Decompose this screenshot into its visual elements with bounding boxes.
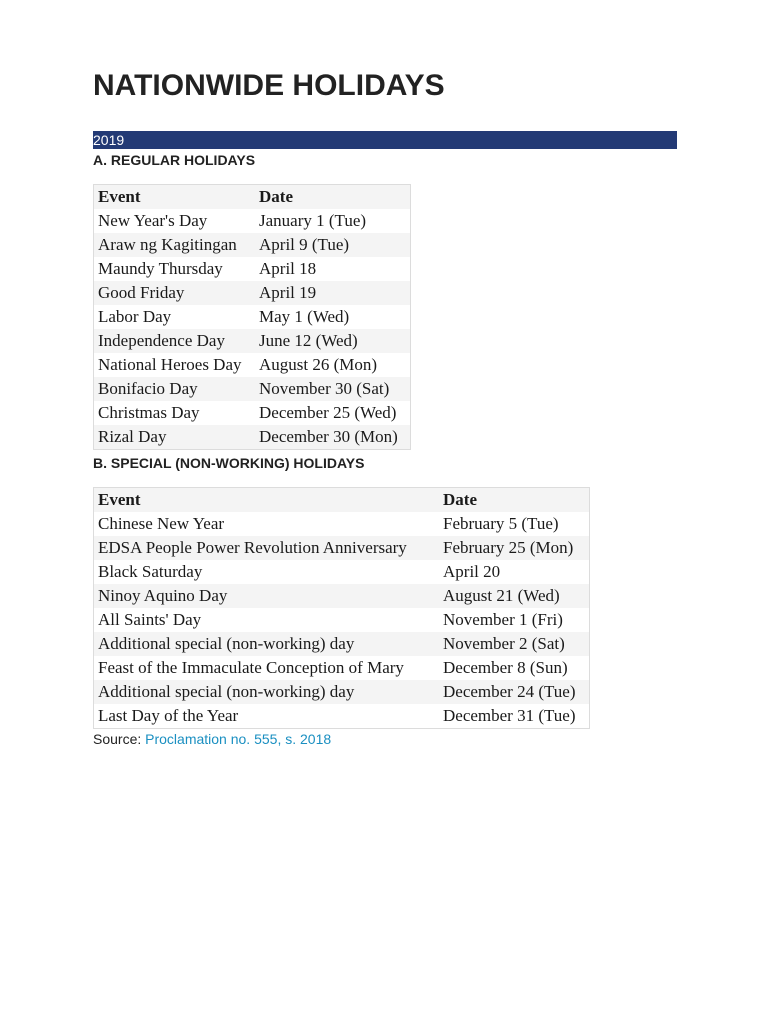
table-row bbox=[94, 329, 411, 353]
date-cell: June 12 (Wed) bbox=[259, 331, 358, 350]
date-cell: February 5 (Tue) bbox=[443, 514, 559, 533]
source-label: Source: bbox=[93, 731, 146, 747]
event-cell: Labor Day bbox=[98, 307, 172, 326]
event-cell: Araw ng Kagitingan bbox=[98, 235, 237, 254]
date-cell: February 25 (Mon) bbox=[443, 538, 574, 557]
date-cell: December 24 (Tue) bbox=[443, 682, 576, 701]
date-cell: December 8 (Sun) bbox=[443, 658, 568, 677]
event-cell: Last Day of the Year bbox=[98, 706, 239, 725]
date-cell: November 2 (Sat) bbox=[443, 634, 565, 653]
source-citation bbox=[93, 730, 331, 748]
event-cell: All Saints' Day bbox=[98, 610, 202, 629]
event-cell: Ninoy Aquino Day bbox=[98, 586, 228, 605]
event-cell: Additional special (non-working) day bbox=[98, 634, 355, 653]
table-row bbox=[94, 608, 590, 632]
column-header-event: Event bbox=[98, 490, 141, 509]
event-cell: New Year's Day bbox=[98, 211, 208, 230]
year-bar: 2019 bbox=[93, 131, 677, 149]
date-cell: April 19 bbox=[259, 283, 317, 302]
table-row bbox=[94, 584, 590, 608]
event-cell: National Heroes Day bbox=[98, 355, 242, 374]
date-cell: August 21 (Wed) bbox=[443, 586, 560, 605]
date-cell: August 26 (Mon) bbox=[259, 355, 378, 374]
date-cell: November 1 (Fri) bbox=[443, 610, 563, 629]
table-row bbox=[94, 560, 590, 584]
event-cell: Additional special (non-working) day bbox=[98, 682, 355, 701]
table-row bbox=[94, 680, 590, 704]
table-row bbox=[94, 632, 590, 656]
date-cell: December 31 (Tue) bbox=[443, 706, 576, 725]
table-header-row bbox=[94, 185, 411, 210]
event-cell: EDSA People Power Revolution Anniversary bbox=[98, 538, 407, 557]
regular-holidays-heading: A. REGULAR HOLIDAYS bbox=[93, 152, 256, 168]
special-holidays-table bbox=[93, 487, 590, 729]
table-row bbox=[94, 377, 411, 401]
event-cell: Independence Day bbox=[98, 331, 225, 350]
event-cell: Maundy Thursday bbox=[98, 259, 223, 278]
table-row bbox=[94, 425, 411, 450]
date-cell: December 25 (Wed) bbox=[259, 403, 397, 422]
date-cell: April 20 bbox=[443, 562, 501, 581]
table-row bbox=[94, 281, 411, 305]
event-cell: Feast of the Immaculate Conception of Mary bbox=[98, 658, 404, 677]
table-row bbox=[94, 401, 411, 425]
date-cell: November 30 (Sat) bbox=[259, 379, 390, 398]
regular-holidays-table bbox=[93, 184, 411, 450]
proclamation-link[interactable]: Proclamation no. 555, s. 2018 bbox=[145, 731, 332, 747]
table-row bbox=[94, 656, 590, 680]
page-title: NATIONWIDE HOLIDAYS bbox=[93, 69, 445, 102]
table-row bbox=[94, 704, 590, 729]
table-row bbox=[94, 257, 411, 281]
date-cell: January 1 (Tue) bbox=[259, 211, 367, 230]
event-cell: Chinese New Year bbox=[98, 514, 225, 533]
event-cell: Good Friday bbox=[98, 283, 185, 302]
date-cell: December 30 (Mon) bbox=[259, 427, 398, 446]
date-cell: May 1 (Wed) bbox=[259, 307, 350, 326]
event-cell: Christmas Day bbox=[98, 403, 200, 422]
table-row bbox=[94, 353, 411, 377]
column-header-date: Date bbox=[259, 187, 293, 206]
table-row bbox=[94, 305, 411, 329]
event-cell: Rizal Day bbox=[98, 427, 167, 446]
table-row bbox=[94, 536, 590, 560]
table-row bbox=[94, 512, 590, 536]
column-header-event: Event bbox=[98, 187, 141, 206]
column-header-date: Date bbox=[443, 490, 477, 509]
table-row bbox=[94, 209, 411, 233]
table-header-row bbox=[94, 488, 590, 513]
table-row bbox=[94, 233, 411, 257]
date-cell: April 18 bbox=[259, 259, 317, 278]
date-cell: April 9 (Tue) bbox=[259, 235, 350, 254]
event-cell: Bonifacio Day bbox=[98, 379, 198, 398]
special-holidays-heading: B. SPECIAL (NON-WORKING) HOLIDAYS bbox=[93, 455, 365, 471]
event-cell: Black Saturday bbox=[98, 562, 203, 581]
